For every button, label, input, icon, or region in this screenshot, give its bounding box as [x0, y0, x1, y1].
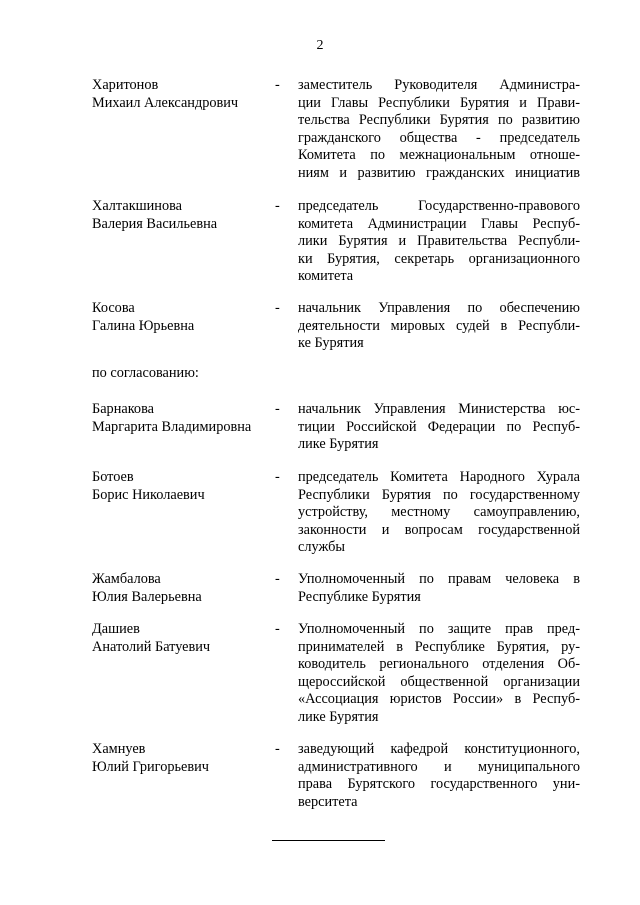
separator-dash: -	[275, 741, 280, 757]
member-position	[298, 571, 580, 606]
member-given-names: Маргарита Владимировна	[92, 418, 252, 435]
member-name	[92, 571, 282, 606]
member-name	[92, 198, 282, 233]
position-line: Уполномоченный по защите прав пред-	[298, 621, 580, 637]
position-line: гражданского общества - председатель	[298, 129, 580, 146]
separator-dash: -	[275, 401, 280, 417]
footer-rule	[272, 840, 385, 841]
separator-dash: -	[275, 571, 280, 587]
member-surname: Хамнуев	[92, 741, 146, 757]
position-line: начальник Управления по обеспечению	[298, 300, 580, 316]
member-given-names: Юлия Валерьевна	[92, 588, 202, 605]
position-line: деятельности мировых судей в Республи-	[298, 317, 580, 334]
position-line: заведующий кафедрой конституционного,	[298, 741, 580, 757]
member-name	[92, 741, 282, 776]
member-position	[298, 621, 580, 727]
member-name	[92, 621, 282, 656]
member-surname: Ботоев	[92, 469, 134, 485]
separator-dash: -	[275, 77, 280, 93]
member-position	[298, 401, 580, 454]
member-surname: Дашиев	[92, 621, 140, 637]
member-name	[92, 401, 282, 436]
position-line: Республике Бурятия	[298, 588, 421, 605]
member-given-names: Галина Юрьевна	[92, 317, 195, 334]
separator-dash: -	[275, 621, 280, 637]
member-surname: Косова	[92, 300, 135, 316]
position-line: лике Бурятия	[298, 436, 379, 453]
position-line: ниям и развитию гражданских инициатив	[298, 164, 580, 181]
member-surname: Жамбалова	[92, 571, 161, 587]
member-surname: Халтакшинова	[92, 198, 183, 214]
position-line: председатель Государственно-правового	[298, 198, 580, 214]
position-line: тиции Российской Федерации по Респуб-	[298, 418, 580, 435]
position-line: заместитель Руководителя Администра-	[298, 77, 580, 93]
section-label: по согласованию:	[92, 365, 199, 381]
position-line: начальник Управления Министерства юс-	[298, 401, 580, 417]
position-line: ки Бурятия, секретарь организационного	[298, 250, 580, 267]
member-given-names: Борис Николаевич	[92, 486, 205, 503]
member-given-names: Михаил Александрович	[92, 94, 239, 111]
position-line: щероссийской общественной организации	[298, 673, 580, 690]
position-line: устройству, местному самоуправлению,	[298, 504, 580, 521]
position-line: комитета	[298, 268, 354, 285]
position-line: Республики Бурятия по государственному	[298, 486, 580, 503]
position-line: ководитель регионального отделения Об-	[298, 656, 580, 673]
position-line: лике Бурятия	[298, 708, 379, 725]
position-line: комитета Администрации Главы Респуб-	[298, 215, 580, 232]
member-name	[92, 469, 282, 504]
position-line: права Бурятского государственного уни-	[298, 776, 580, 793]
position-line: тельства Республики Бурятия по развитию	[298, 112, 580, 129]
position-line: ции Главы Республики Бурятия и Прави-	[298, 94, 580, 111]
member-position	[298, 77, 580, 183]
member-given-names: Анатолий Батуевич	[92, 638, 211, 655]
position-line: ке Бурятия	[298, 335, 364, 352]
member-surname: Барнакова	[92, 401, 154, 417]
page-number: 2	[316, 38, 324, 53]
separator-dash: -	[275, 469, 280, 485]
member-position	[298, 469, 580, 557]
separator-dash: -	[275, 300, 280, 316]
member-position	[298, 741, 580, 811]
position-line: верситета	[298, 793, 358, 810]
member-position	[298, 198, 580, 286]
position-line: службы	[298, 539, 346, 556]
member-surname: Харитонов	[92, 77, 159, 93]
position-line: административного и муниципального	[298, 758, 580, 775]
member-name	[92, 77, 282, 112]
position-line: Комитета по межнациональным отноше-	[298, 147, 580, 164]
position-line: «Ассоциация юристов России» в Респуб-	[298, 691, 580, 708]
member-position	[298, 300, 580, 353]
member-given-names: Валерия Васильевна	[92, 215, 218, 232]
position-line: председатель Комитета Народного Хурала	[298, 469, 580, 485]
position-line: принимателей в Республике Бурятия, ру-	[298, 638, 580, 655]
position-line: лики Бурятия и Правительства Республи-	[298, 233, 580, 250]
member-given-names: Юлий Григорьевич	[92, 758, 209, 775]
separator-dash: -	[275, 198, 280, 214]
position-line: Уполномоченный по правам человека в	[298, 571, 580, 587]
position-line: законности и вопросам государственной	[298, 521, 580, 538]
member-name	[92, 300, 282, 335]
